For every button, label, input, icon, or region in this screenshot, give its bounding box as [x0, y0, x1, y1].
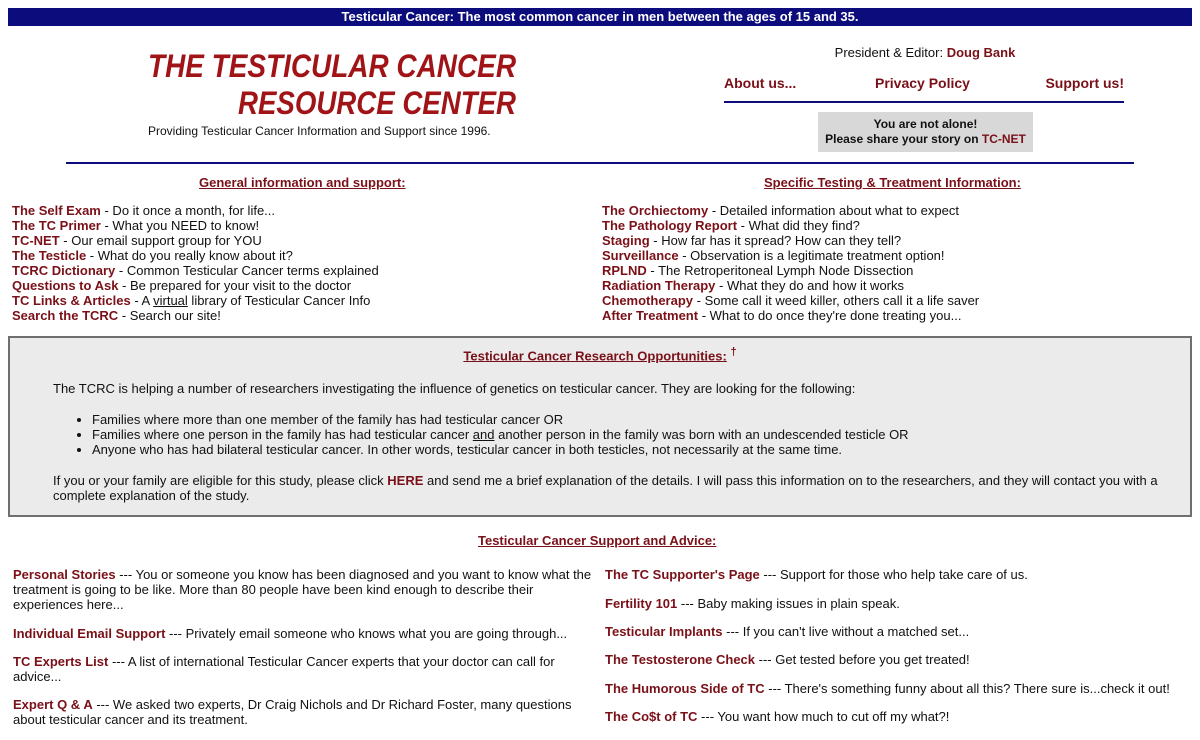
dagger-mark: †: [730, 346, 737, 358]
list-item: The TC Supporter's Page --- Support for those who help take care of us.: [605, 567, 1028, 582]
humorous-side-link[interactable]: The Humorous Side of TC: [605, 681, 765, 696]
surveillance-link[interactable]: Surveillance: [602, 248, 679, 263]
list-item: TCRC Dictionary - Common Testicular Cancer terms explained: [12, 263, 379, 278]
support-section-title[interactable]: Testicular Cancer Support and Advice:: [478, 533, 717, 548]
testicle-link[interactable]: The Testicle: [12, 248, 87, 263]
list-item: • Anyone who has had bilateral testicular cancer. In other words, testicular cancer in both testicles, not necessarily at the same time.: [92, 442, 909, 457]
list-item: Staging - How far has it spread? How can they tell?: [602, 233, 902, 248]
top-nav: [724, 75, 1124, 103]
orchiectomy-link[interactable]: The Orchiectomy: [602, 203, 709, 218]
list-item: • Families where more than one member of the family has had testicular cancer OR: [92, 412, 909, 427]
editor-credit: [726, 45, 1124, 60]
research-title: [10, 346, 1190, 363]
list-item: Individual Email Support --- Privately email someone who knows what you are going through...: [13, 626, 568, 641]
alone-line-1: You are not alone!: [873, 117, 978, 131]
list-item: The Orchiectomy - Detailed information about what to expect: [602, 203, 959, 218]
list-item: • Families where one person in the family has had testicular cancer and another person in the family was born with an undescended testicle OR: [92, 427, 909, 442]
list-item: The Pathology Report - What did they find?: [602, 218, 860, 233]
list-item: The Testosterone Check --- Get tested before you get treated!: [605, 652, 970, 667]
site-logo[interactable]: [146, 46, 518, 120]
self-exam-link[interactable]: The Self Exam: [12, 203, 101, 218]
research-intro: The TCRC is helping a number of researchers investigating the influence of genetics on testicular cancer. They are looking for the following:: [53, 381, 856, 396]
list-item: Fertility 101 --- Baby making issues in plain speak.: [605, 596, 900, 611]
list-item: Search the TCRC - Search our site!: [12, 308, 221, 323]
list-item: Expert Q & A --- We asked two experts, Dr Craig Nichols and Dr Richard Foster, many questions about testicular cancer and its treatment.: [13, 697, 572, 727]
list-item: The Co$t of TC --- You want how much to cut off my what?!: [605, 709, 950, 724]
expert-qa-link[interactable]: Expert Q & A: [13, 697, 93, 712]
personal-stories-link[interactable]: Personal Stories: [13, 567, 116, 582]
list-item: The Humorous Side of TC --- There's something funny about all this? There sure is...check it out!: [605, 681, 1170, 696]
research-box: [8, 336, 1192, 517]
list-item: Radiation Therapy - What they do and how it works: [602, 278, 905, 293]
list-item: Personal Stories --- You or someone you know has been diagnosed and you want to know what the treatment is going to be like. More than 80 people have been kind enough to describe their experiences here...: [13, 567, 592, 612]
pathology-link[interactable]: The Pathology Report: [602, 218, 738, 233]
testosterone-link[interactable]: The Testosterone Check: [605, 652, 756, 667]
editor-name-link[interactable]: Doug Bank: [946, 45, 1016, 60]
dictionary-link[interactable]: TCRC Dictionary: [12, 263, 116, 278]
list-item: Testicular Implants --- If you can't live without a matched set...: [605, 624, 970, 639]
editor-label: President & Editor:: [834, 45, 944, 60]
implants-link[interactable]: Testicular Implants: [605, 624, 723, 639]
chemotherapy-link[interactable]: Chemotherapy: [602, 293, 694, 308]
list-item: TC-NET - Our email support group for YOU: [12, 233, 262, 248]
research-title-link[interactable]: Testicular Cancer Research Opportunities:: [463, 348, 727, 364]
support-left-column: [13, 567, 593, 740]
specific-links-list: [602, 203, 979, 323]
research-criteria-list: [74, 412, 909, 457]
list-item: Questions to Ask - Be prepared for your visit to the doctor: [12, 278, 352, 293]
header-divider: [66, 162, 1134, 164]
list-item: TC Links & Articles - A virtual library of Testicular Cancer Info: [12, 293, 371, 308]
rplnd-link[interactable]: RPLND: [602, 263, 647, 278]
tc-net-link[interactable]: TC-NET: [12, 233, 60, 248]
specific-section-title[interactable]: Specific Testing & Treatment Information:: [764, 175, 1021, 190]
supporters-page-link[interactable]: The TC Supporter's Page: [605, 567, 760, 582]
list-item: After Treatment - What to do once they're done treating you...: [602, 308, 962, 323]
after-treatment-link[interactable]: After Treatment: [602, 308, 699, 323]
research-closing: If you or your family are eligible for this study, please click HERE and send me a brief explanation of the details. I will pass this information on to the researchers, and they will contact you with a complete explanation of the study.: [53, 473, 1158, 503]
logo-graphic: [146, 46, 518, 120]
cost-link[interactable]: The Co$t of TC: [605, 709, 698, 724]
links-articles-link[interactable]: TC Links & Articles: [12, 293, 131, 308]
list-item: The Testicle - What do you really know about it?: [12, 248, 293, 263]
top-banner: Testicular Cancer: The most common cancer in men between the ages of 15 and 35.: [8, 8, 1192, 26]
tcnet-share-link[interactable]: TC-NET: [981, 132, 1026, 146]
general-links-list: [12, 203, 379, 323]
questions-link[interactable]: Questions to Ask: [12, 278, 119, 293]
support-right-column: [605, 567, 1195, 740]
list-item: Chemotherapy - Some call it weed killer, others call it a life saver: [602, 293, 980, 308]
list-item: Surveillance - Observation is a legitimate treatment option!: [602, 248, 945, 263]
fertility-link[interactable]: Fertility 101: [605, 596, 678, 611]
list-item: The TC Primer - What you NEED to know!: [12, 218, 260, 233]
list-item: The Self Exam - Do it once a month, for life...: [12, 203, 276, 218]
share-story-box: [818, 112, 1033, 152]
tc-primer-link[interactable]: The TC Primer: [12, 218, 101, 233]
research-here-link[interactable]: HERE: [387, 473, 424, 488]
logo-line-1: THE TESTICULAR CANCER: [148, 48, 516, 84]
staging-link[interactable]: Staging: [602, 233, 650, 248]
alone-line-2: Please share your story on TC-NET: [825, 132, 1026, 146]
site-tagline: Providing Testicular Cancer Information and Support since 1996.: [148, 124, 491, 138]
list-item: TC Experts List --- A list of international Testicular Cancer experts that your doctor can call for advice...: [13, 654, 555, 684]
general-section-title[interactable]: General information and support:: [199, 175, 406, 190]
experts-list-link[interactable]: TC Experts List: [13, 654, 109, 669]
nav-about-link[interactable]: About us...: [724, 75, 797, 91]
logo-line-2: RESOURCE CENTER: [238, 85, 516, 121]
email-support-link[interactable]: Individual Email Support: [13, 626, 166, 641]
nav-support-link[interactable]: Support us!: [1045, 75, 1124, 91]
list-item: RPLND - The Retroperitoneal Lymph Node Dissection: [602, 263, 914, 278]
search-link[interactable]: Search the TCRC: [12, 308, 119, 323]
nav-privacy-link[interactable]: Privacy Policy: [875, 75, 970, 91]
radiation-link[interactable]: Radiation Therapy: [602, 278, 716, 293]
